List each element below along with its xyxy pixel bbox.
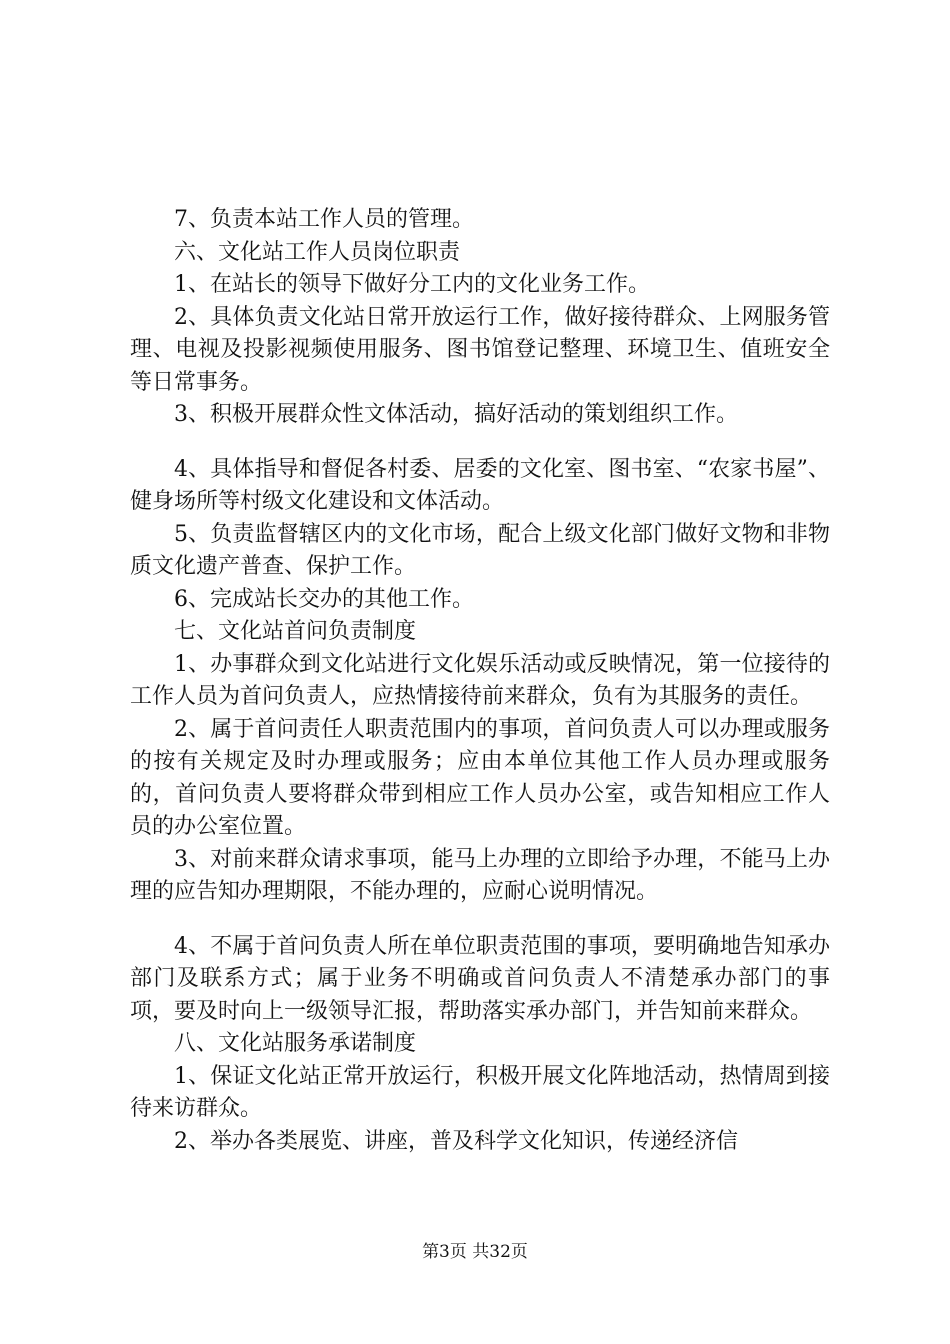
paragraph-item-7-staff-management: 7、负责本站工作人员的管理。: [174, 207, 474, 232]
section-heading-six: 六、文化站工作人员岗位职责: [174, 239, 461, 265]
document-body: [130, 204, 830, 1158]
paragraph-duty-5: 5、负责监督辖区内的文化市场，配合上级文化部门做好文物和非物质文化遗产普查、保护工作。: [130, 521, 830, 579]
paragraph-service-promise-1: 1、保证文化站正常开放运行，积极开展文化阵地活动，热情周到接待来访群众。: [130, 1063, 830, 1121]
paragraph-duty-6: 6、完成站长交办的其他工作。: [174, 586, 474, 612]
paragraph-first-ask-1: 1、办事群众到文化站进行文化娱乐活动或反映情况，第一位接待的工作人员为首问负责人，应热情接待前来群众，负有为其服务的责任。: [130, 651, 830, 709]
paragraph-service-promise-2: 2、举办各类展览、讲座，普及科学文化知识，传递经济信: [174, 1128, 738, 1154]
paragraph-duty-4: 4、具体指导和督促各村委、居委的文化室、图书室、“农家书屋”、健身场所等村级文化建设和文体活动。: [130, 456, 830, 514]
paragraph-duty-3: 3、积极开展群众性文体活动，搞好活动的策划组织工作。: [174, 402, 738, 427]
paragraph-first-ask-3: 3、对前来群众请求事项，能马上办理的立即给予办理，不能马上办理的应告知办理期限，不能办理的，应耐心说明情况。: [130, 846, 830, 904]
paragraph-duty-1: 1、在站长的领导下做好分工内的文化业务工作。: [174, 272, 650, 297]
paragraph-first-ask-4: 4、不属于首问负责人所在单位职责范围的事项，要明确地告知承办部门及联系方式；属于业务不明确或首问负责人不清楚承办部门的事项，要及时向上一级领导汇报，帮助落实承办部门，并告知前来群众。: [130, 933, 830, 1024]
paragraph-duty-2: 2、具体负责文化站日常开放运行工作，做好接待群众、上网服务管理、电视及投影视频使用服务、图书馆登记整理、环境卫生、值班安全等日常事务。: [130, 304, 830, 395]
paragraph-first-ask-2: 2、属于首问责任人职责范围内的事项，首问负责人可以办理或服务的按有关规定及时办理或服务；应由本单位其他工作人员办理或服务的，首问负责人要将群众带到相应工作人员办公室，或告知相应工作人员的办公室位置。: [130, 716, 830, 839]
page-number-footer: 第3页 共32页: [422, 1242, 528, 1262]
section-heading-eight: 八、文化站服务承诺制度: [174, 1031, 417, 1056]
section-heading-seven: 七、文化站首问负责制度: [174, 619, 417, 644]
